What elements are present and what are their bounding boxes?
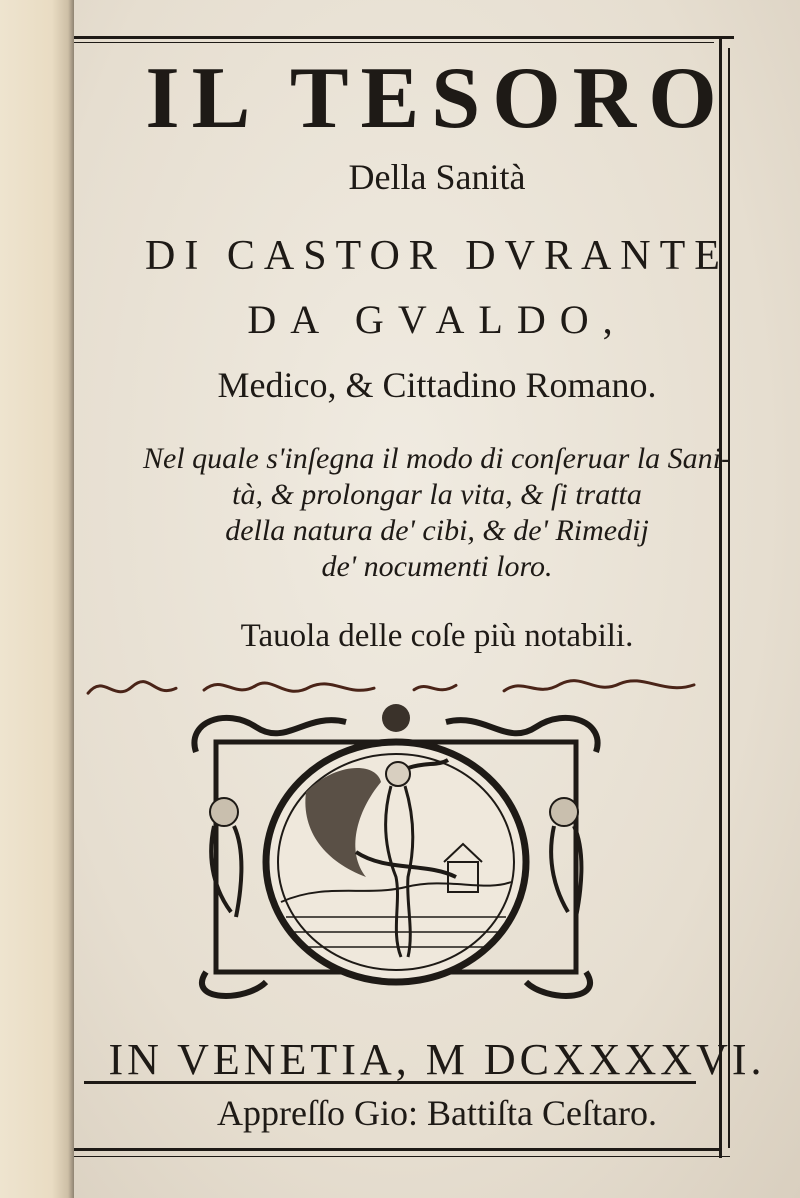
description-line: della natura de' cibi, & de' Rimedij (225, 514, 649, 547)
author-origin: DA GVALDO, (247, 297, 627, 342)
bottom-border-rule-inner (74, 1156, 730, 1157)
title-page (74, 0, 800, 1198)
book-gutter (0, 0, 74, 1198)
author-line: DI CASTOR DVRANTE (145, 233, 729, 279)
description-line: Nel quale s'inſegna il modo di conſeruar la Sani- (142, 442, 732, 475)
bottom-border-rule (74, 1148, 722, 1151)
description-line: tà, & prolongar la vita, & ſi tratta (232, 478, 642, 511)
right-border-rule (719, 38, 722, 1158)
right-border-rule-inner (728, 48, 730, 1148)
index-note: Tauola delle coſe più notabili. (240, 618, 634, 654)
venus-woodcut-illustration (186, 702, 606, 1004)
book-subtitle: Della Sanità (348, 157, 526, 197)
imprint-place: IN VENETIA, M DCXXXXVI. (108, 1035, 766, 1084)
author-role: Medico, & Cittadino Romano. (217, 365, 657, 405)
printer-line: Appreſſo Gio: Battiſta Ceſtaro. (217, 1093, 657, 1133)
imprint-rule (84, 1081, 696, 1084)
description-line: de' nocumenti loro. (321, 550, 553, 583)
book-title: IL TESORO (145, 50, 729, 147)
top-border-rule (74, 36, 734, 39)
top-border-rule-inner (74, 42, 714, 43)
